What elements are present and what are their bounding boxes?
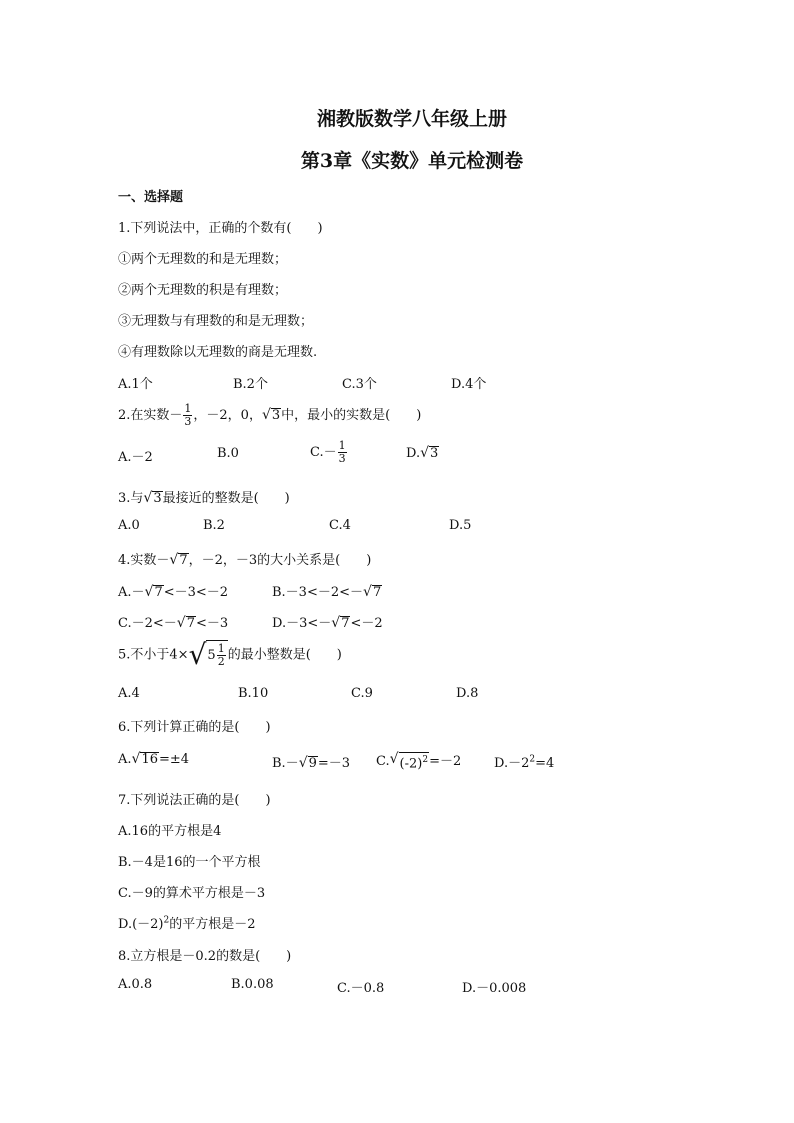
q3-stem: 3.与 √ 3 最接近的整数是( ): [118, 490, 290, 506]
q4-option-b: B.－3<－2<－ √ 7: [272, 584, 382, 600]
square-root: √ 7: [169, 552, 188, 568]
q6-stem: 6.下列计算正确的是( ): [118, 720, 271, 735]
q1-option-a: A.1个: [118, 377, 153, 392]
q2-option-d: D. √ 3: [406, 445, 439, 461]
q5-option-c: C.9: [351, 686, 373, 701]
q6-option-d: $D.-2^2=4$: [494, 754, 555, 771]
square-root: √ 9: [298, 755, 317, 771]
q8-option-a: A.0.8: [118, 977, 153, 992]
q5-option-a: A.4: [118, 686, 140, 701]
q5-stem: 5.不小于4× √ 5 $\frac{1}{2}$ 的最小整数是( ): [118, 638, 342, 671]
q3-option-a: A.0: [118, 518, 140, 533]
square-root: √ 3: [261, 407, 281, 423]
square-root: √ 3: [143, 490, 162, 506]
q3-option-b: B.2: [203, 518, 225, 533]
q4-option-d: D.－3<－ √ 7 <－2: [272, 615, 383, 631]
q1-option-d: D.4个: [451, 377, 487, 392]
q7-option-a: A.16的平方根是4: [118, 824, 222, 839]
q1-option-b: B.2个: [233, 377, 268, 392]
q3-option-c: C.4: [329, 518, 351, 533]
q5-option-b: B.10: [238, 686, 269, 701]
fraction: $\frac{1}{3}$: [184, 402, 192, 428]
section-heading: 一、选择题: [118, 190, 184, 205]
square-root: √ 7: [176, 615, 195, 631]
q3-option-d: D.5: [449, 518, 472, 533]
fraction: $\frac{1}{3}$: [338, 439, 346, 465]
q1-statement-2: ②两个无理数的积是有理数；: [118, 283, 288, 298]
q2-stem: 2.在实数－ $\frac{1}{3}$ ，－2，0， √ 3 中，最小的实数是( ): [118, 402, 422, 428]
square-root: √ 16: [131, 751, 158, 767]
q4-stem: 4.实数－ √ 7 ，－2，－3的大小关系是( ): [118, 552, 372, 568]
q2-option-a: A.－2: [118, 450, 153, 465]
q6-option-c: C. √ $(-2)^2$ =－2: [376, 750, 462, 772]
q7-option-d: $D.(-2)^2$的平方根是－2: [118, 915, 256, 932]
document-subtitle: 第3章《实数》单元检测卷: [300, 150, 524, 172]
fraction: $\frac{1}{2}$: [217, 642, 225, 668]
document-title: 湘教版数学八年级上册: [316, 108, 507, 130]
q4-option-c: C.－2<－ √ 7 <－3: [118, 615, 229, 631]
q6-option-a: A. √ 16 =±4: [118, 751, 190, 767]
q6-option-b: B.－ √ 9 =－3: [272, 755, 351, 771]
square-root: √ 7: [331, 615, 350, 631]
q8-option-d: D.－0.008: [462, 981, 527, 996]
q5-option-d: D.8: [456, 686, 479, 701]
q1-statement-1: ①两个无理数的和是无理数；: [118, 252, 288, 267]
q7-stem: 7.下列说法正确的是( ): [118, 793, 271, 808]
square-root: √ 5 $\frac{1}{2}$: [189, 640, 228, 670]
q4-option-a: A.－ √ 7 <－3<－2: [118, 584, 229, 600]
square-root: √ 7: [363, 584, 382, 600]
q8-stem: 8.立方根是－0.2的数是( ): [118, 949, 292, 964]
q8-option-c: C.－0.8: [337, 981, 385, 996]
q2-prefix: 2.在实数－: [118, 408, 183, 423]
q2-option-b: B.0: [217, 446, 239, 461]
square-root: √ $(-2)^2$: [389, 750, 429, 772]
q2-option-c: C.－ $\frac{1}{3}$: [310, 439, 346, 465]
q7-option-b: B.－4是16的一个平方根: [118, 855, 261, 870]
q1-stem: 1.下列说法中，正确的个数有( ): [118, 221, 323, 236]
q1-option-c: C.3个: [342, 377, 377, 392]
square-root: √ 7: [144, 584, 163, 600]
square-root: √ 3: [420, 445, 439, 461]
q1-statement-3: ③无理数与有理数的和是无理数；: [118, 314, 314, 329]
q8-option-b: B.0.08: [231, 977, 274, 992]
q7-option-c: C.－9的算术平方根是－3: [118, 886, 266, 901]
q1-statement-4: ④有理数除以无理数的商是无理数.: [118, 345, 318, 360]
